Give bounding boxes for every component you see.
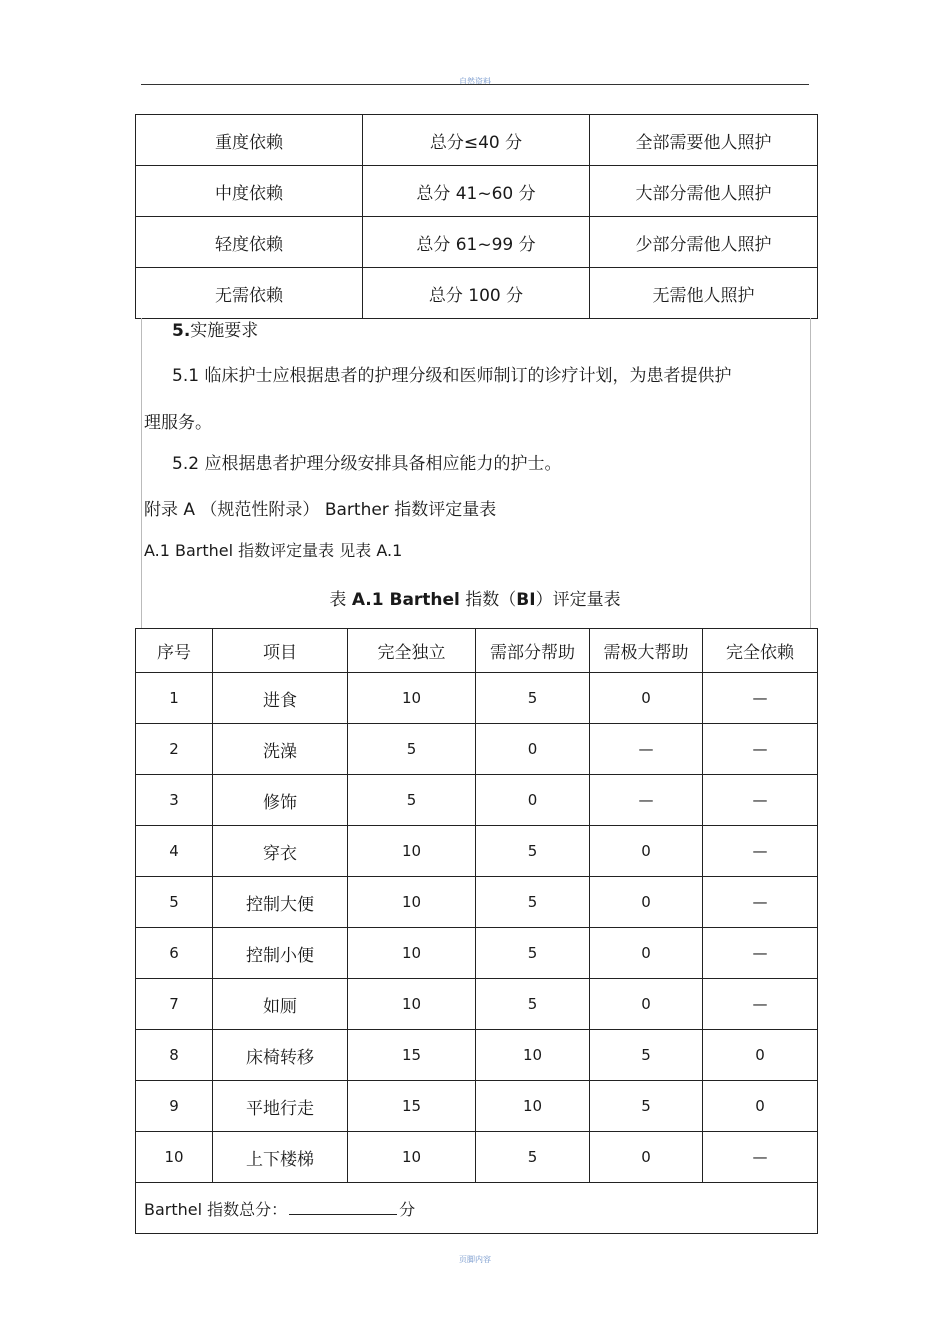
dependency-level-table [135, 114, 818, 319]
dependency-row [136, 115, 818, 166]
bi-score-cell: 0 [703, 1081, 818, 1132]
bi-item-cell: 如厕 [213, 979, 348, 1030]
bi-score-cell: — [703, 1132, 818, 1183]
bi-header-cell: 完全依赖 [703, 629, 818, 673]
bi-table-row [136, 979, 818, 1030]
bi-table-row [136, 928, 818, 979]
bi-table-row [136, 1132, 818, 1183]
bi-score-cell: — [590, 775, 703, 826]
bi-score-cell: 3 [136, 775, 213, 826]
bi-table-title-bi: BI [516, 590, 536, 610]
bi-score-cell: 0 [590, 979, 703, 1030]
bi-score-cell: 10 [348, 877, 476, 928]
bi-score-cell: 0 [703, 1030, 818, 1081]
bi-total-unit: 分 [399, 1199, 416, 1219]
dependency-row [136, 166, 818, 217]
bi-item-cell: 控制小便 [213, 928, 348, 979]
bi-score-cell: 0 [476, 775, 590, 826]
bi-item-cell: 穿衣 [213, 826, 348, 877]
section-5-2: 5.2 应根据患者护理分级安排具备相应能力的护士。 [172, 454, 562, 474]
bi-score-cell: 15 [348, 1081, 476, 1132]
bi-score-cell: 10 [348, 979, 476, 1030]
bi-table-row [136, 826, 818, 877]
bi-item-cell: 上下楼梯 [213, 1132, 348, 1183]
bi-table-header-row [136, 629, 818, 673]
bi-score-cell: 10 [348, 1132, 476, 1183]
bi-score-cell: 5 [348, 775, 476, 826]
bi-score-cell: 5 [476, 979, 590, 1030]
bi-total-label: Barthel 指数总分： [144, 1199, 288, 1219]
page-header: 自然资料 [459, 77, 491, 86]
dependency-cell: 总分 100 分 [363, 268, 590, 319]
bi-header-cell: 完全独立 [348, 629, 476, 673]
bi-total-cell [136, 1183, 818, 1234]
bi-score-cell: 0 [590, 826, 703, 877]
bi-header-cell: 序号 [136, 629, 213, 673]
section-5-title: 实施要求 [190, 321, 259, 341]
bi-table-row [136, 673, 818, 724]
dependency-cell: 重度依赖 [136, 115, 363, 166]
bi-table-row [136, 775, 818, 826]
appendix-a-heading: 附录 A （规范性附录） Barther 指数评定量表 [144, 500, 497, 520]
dependency-cell: 无需依赖 [136, 268, 363, 319]
dependency-cell: 大部分需他人照护 [590, 166, 818, 217]
dependency-cell: 轻度依赖 [136, 217, 363, 268]
bi-score-cell: — [703, 775, 818, 826]
bi-score-cell: 5 [476, 673, 590, 724]
barthel-index-table [135, 628, 818, 1234]
bi-item-cell: 床椅转移 [213, 1030, 348, 1081]
bi-score-cell: 10 [476, 1030, 590, 1081]
bi-table-row [136, 1030, 818, 1081]
dependency-cell: 无需他人照护 [590, 268, 818, 319]
bi-table-row [136, 724, 818, 775]
bi-score-cell: 10 [348, 826, 476, 877]
dependency-row [136, 268, 818, 319]
bi-table-title-ref: A.1 Barthel [351, 590, 460, 610]
dependency-cell: 少部分需他人照护 [590, 217, 818, 268]
bi-item-cell: 进食 [213, 673, 348, 724]
bi-score-cell: 15 [348, 1030, 476, 1081]
bi-table-row [136, 1081, 818, 1132]
bi-header-cell: 项目 [213, 629, 348, 673]
bi-score-cell: 4 [136, 826, 213, 877]
section-5-heading [172, 316, 258, 341]
bi-score-cell: — [703, 724, 818, 775]
dependency-cell: 总分 61~99 分 [363, 217, 590, 268]
bi-score-cell: — [703, 826, 818, 877]
bi-item-cell: 平地行走 [213, 1081, 348, 1132]
section-5-1-line2: 理服务。 [144, 413, 212, 433]
bi-score-cell: 5 [348, 724, 476, 775]
bi-score-cell: 5 [476, 877, 590, 928]
bi-item-cell: 修饰 [213, 775, 348, 826]
bi-table-title-prefix: 表 [329, 590, 352, 610]
bi-item-cell: 洗澡 [213, 724, 348, 775]
bi-total-row [136, 1183, 818, 1234]
bi-score-cell: 0 [476, 724, 590, 775]
bi-score-cell: 6 [136, 928, 213, 979]
bi-score-cell: — [703, 877, 818, 928]
bi-table-row [136, 877, 818, 928]
bi-score-cell: 10 [348, 928, 476, 979]
bi-total-blank [289, 1200, 397, 1215]
dependency-cell: 全部需要他人照护 [590, 115, 818, 166]
bi-score-cell: 0 [590, 1132, 703, 1183]
bi-score-cell: 5 [590, 1081, 703, 1132]
bi-score-cell: 5 [476, 928, 590, 979]
bi-score-cell: 5 [136, 877, 213, 928]
dependency-cell: 中度依赖 [136, 166, 363, 217]
bi-item-cell: 控制大便 [213, 877, 348, 928]
bi-score-cell: 5 [590, 1030, 703, 1081]
bi-score-cell: 10 [348, 673, 476, 724]
section-5-1-line1: 5.1 临床护士应根据患者的护理分级和医师制订的诊疗计划，为患者提供护 [172, 366, 732, 386]
dependency-cell: 总分 41~60 分 [363, 166, 590, 217]
header-rule [141, 84, 809, 85]
bi-score-cell: 1 [136, 673, 213, 724]
bi-score-cell: — [590, 724, 703, 775]
bi-score-cell: 10 [476, 1081, 590, 1132]
bi-score-cell: — [703, 673, 818, 724]
bi-table-title-mid: 指数（ [459, 590, 517, 610]
dependency-cell: 总分≤40 分 [363, 115, 590, 166]
bi-score-cell: 5 [476, 1132, 590, 1183]
bi-table-title [0, 585, 950, 610]
bi-score-cell: 5 [476, 826, 590, 877]
bi-score-cell: 0 [590, 928, 703, 979]
bi-score-cell: 2 [136, 724, 213, 775]
dependency-row [136, 217, 818, 268]
page-footer: 页脚内容 [459, 1255, 491, 1264]
bi-table-title-suffix: ）评定量表 [535, 590, 621, 610]
section-5-number: 5. [172, 321, 191, 341]
bi-score-cell: 0 [590, 877, 703, 928]
bi-score-cell: 0 [590, 673, 703, 724]
bi-score-cell: 10 [136, 1132, 213, 1183]
bi-header-cell: 需部分帮助 [476, 629, 590, 673]
bi-score-cell: 8 [136, 1030, 213, 1081]
bi-score-cell: — [703, 979, 818, 1030]
appendix-a1-line: A.1 Barthel 指数评定量表 见表 A.1 [144, 541, 403, 560]
bi-score-cell: 7 [136, 979, 213, 1030]
bi-header-cell: 需极大帮助 [590, 629, 703, 673]
bi-score-cell: 9 [136, 1081, 213, 1132]
bi-score-cell: — [703, 928, 818, 979]
